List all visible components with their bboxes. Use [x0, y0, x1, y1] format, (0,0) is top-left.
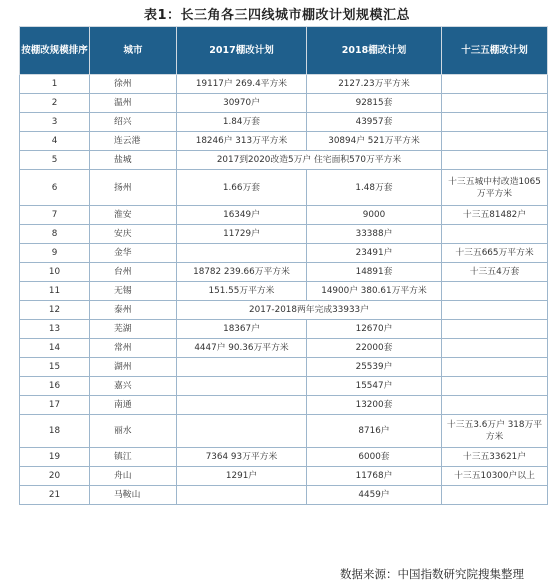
table-row [20, 244, 548, 263]
table-row [20, 467, 548, 486]
table-body [20, 75, 548, 505]
rank-cell: 8 [20, 225, 90, 244]
plan-2018-cell: 6000套 [307, 448, 442, 467]
city-cell: 扬州 [90, 170, 177, 206]
plan-2017-cell: 11729户 [177, 225, 307, 244]
table-row [20, 320, 548, 339]
table-title: 表1：长三角各三四线城市棚改计划规模汇总 [143, 8, 411, 23]
table-row [20, 132, 548, 151]
header-plan-135: 十三五棚改计划 [442, 27, 548, 75]
plan-135-cell [442, 396, 548, 415]
header-row [20, 27, 548, 75]
table-row [20, 358, 548, 377]
merged-plan-cell: 2017-2018两年完成33933户 [177, 301, 442, 320]
rank-cell: 13 [20, 320, 90, 339]
city-cell: 舟山 [90, 467, 177, 486]
city-cell: 芜湖 [90, 320, 177, 339]
table-row [20, 94, 548, 113]
table-row [20, 282, 548, 301]
table-row [20, 339, 548, 358]
rank-cell: 19 [20, 448, 90, 467]
plan-2017-cell: 18367户 [177, 320, 307, 339]
city-cell: 安庆 [90, 225, 177, 244]
plan-135-cell: 十三五33621户 [442, 448, 548, 467]
city-cell: 盐城 [90, 151, 177, 170]
plan-2017-cell: 16349户 [177, 206, 307, 225]
plan-2018-cell: 12670户 [307, 320, 442, 339]
plan-2017-cell [177, 377, 307, 396]
table-row [20, 301, 548, 320]
plan-2017-cell [177, 244, 307, 263]
rank-cell: 2 [20, 94, 90, 113]
plan-135-cell [442, 113, 548, 132]
plan-2018-cell: 25539户 [307, 358, 442, 377]
plan-135-cell: 十三五665万平方米 [442, 244, 548, 263]
plan-2017-cell [177, 486, 307, 505]
plan-135-cell [442, 358, 548, 377]
rank-cell: 14 [20, 339, 90, 358]
source-note: 数据来源：中国指数研究院搜集整理 [340, 567, 524, 581]
plan-2018-cell: 14900户 380.61万平方米 [307, 282, 442, 301]
rank-cell: 1 [20, 75, 90, 94]
header-plan-2018: 2018棚改计划 [307, 27, 442, 75]
rank-cell: 18 [20, 415, 90, 448]
rank-cell: 16 [20, 377, 90, 396]
plan-135-cell [442, 132, 548, 151]
table-row [20, 113, 548, 132]
plan-2018-cell: 11768户 [307, 467, 442, 486]
plan-2017-cell: 18782 239.66万平方米 [177, 263, 307, 282]
city-cell: 湖州 [90, 358, 177, 377]
table-row [20, 415, 548, 448]
rank-cell: 3 [20, 113, 90, 132]
plan-2017-cell: 1.66万套 [177, 170, 307, 206]
plan-2018-cell: 23491户 [307, 244, 442, 263]
plan-135-cell [442, 75, 548, 94]
table-row [20, 377, 548, 396]
header-city: 城市 [90, 27, 177, 75]
plan-135-cell: 十三五4万套 [442, 263, 548, 282]
city-cell: 徐州 [90, 75, 177, 94]
plan-2017-cell: 30970户 [177, 94, 307, 113]
plan-135-cell [442, 94, 548, 113]
plan-135-cell [442, 151, 548, 170]
table-row [20, 151, 548, 170]
city-cell: 镇江 [90, 448, 177, 467]
plan-2017-cell [177, 396, 307, 415]
plan-2017-cell: 1.84万套 [177, 113, 307, 132]
plan-2018-cell: 14891套 [307, 263, 442, 282]
rank-cell: 10 [20, 263, 90, 282]
table-row [20, 225, 548, 244]
plan-2017-cell: 4447户 90.36万平方米 [177, 339, 307, 358]
plan-135-cell: 十三五城中村改造1065万平方米 [442, 170, 548, 206]
rank-cell: 20 [20, 467, 90, 486]
rank-cell: 11 [20, 282, 90, 301]
plan-2018-cell: 1.48万套 [307, 170, 442, 206]
plan-2018-cell: 43957套 [307, 113, 442, 132]
plan-2018-cell: 92815套 [307, 94, 442, 113]
rank-cell: 12 [20, 301, 90, 320]
rank-cell: 17 [20, 396, 90, 415]
plan-135-cell [442, 225, 548, 244]
plan-135-cell [442, 282, 548, 301]
city-cell: 温州 [90, 94, 177, 113]
plan-135-cell [442, 320, 548, 339]
rank-cell: 7 [20, 206, 90, 225]
plan-2018-cell: 22000套 [307, 339, 442, 358]
plan-2018-cell: 9000 [307, 206, 442, 225]
plan-2017-cell: 7364 93万平方米 [177, 448, 307, 467]
plan-135-cell: 十三五81482户 [442, 206, 548, 225]
plan-135-cell [442, 377, 548, 396]
city-cell: 马鞍山 [90, 486, 177, 505]
plan-135-cell [442, 486, 548, 505]
city-cell: 无锡 [90, 282, 177, 301]
city-cell: 嘉兴 [90, 377, 177, 396]
city-cell: 丽水 [90, 415, 177, 448]
city-cell: 金华 [90, 244, 177, 263]
table-row [20, 486, 548, 505]
table-row [20, 170, 548, 206]
city-cell: 台州 [90, 263, 177, 282]
rank-cell: 9 [20, 244, 90, 263]
plan-135-cell [442, 339, 548, 358]
plan-2017-cell [177, 358, 307, 377]
plan-2018-cell: 33388户 [307, 225, 442, 244]
plan-2018-cell: 15547户 [307, 377, 442, 396]
plan-2017-cell: 1291户 [177, 467, 307, 486]
city-cell: 常州 [90, 339, 177, 358]
plan-2018-cell: 13200套 [307, 396, 442, 415]
plan-135-cell: 十三五3.6万户 318万平方米 [442, 415, 548, 448]
plan-2018-cell: 2127.23万平方米 [307, 75, 442, 94]
city-cell: 连云港 [90, 132, 177, 151]
plan-2017-cell [177, 415, 307, 448]
city-cell: 南通 [90, 396, 177, 415]
rank-cell: 5 [20, 151, 90, 170]
rank-cell: 6 [20, 170, 90, 206]
table-row [20, 448, 548, 467]
city-cell: 泰州 [90, 301, 177, 320]
plan-135-cell: 十三五10300户以上 [442, 467, 548, 486]
plan-2018-cell: 4459户 [307, 486, 442, 505]
table-row [20, 75, 548, 94]
plan-2017-cell: 19117户 269.4平方米 [177, 75, 307, 94]
rank-cell: 4 [20, 132, 90, 151]
rank-cell: 15 [20, 358, 90, 377]
plan-2017-cell: 151.55万平方米 [177, 282, 307, 301]
plan-2018-cell: 8716户 [307, 415, 442, 448]
table-row [20, 206, 548, 225]
city-cell: 绍兴 [90, 113, 177, 132]
plan-135-cell [442, 301, 548, 320]
renovation-plan-table [19, 26, 548, 505]
table-row [20, 263, 548, 282]
merged-plan-cell: 2017到2020改造5万户 住宅面积570万平方米 [177, 151, 442, 170]
plan-2017-cell: 18246户 313万平方米 [177, 132, 307, 151]
plan-2018-cell: 30894户 521万平方米 [307, 132, 442, 151]
header-plan-2017: 2017棚改计划 [177, 27, 307, 75]
city-cell: 淮安 [90, 206, 177, 225]
table-row [20, 396, 548, 415]
rank-cell: 21 [20, 486, 90, 505]
header-rank: 按棚改规模排序 [20, 27, 90, 75]
